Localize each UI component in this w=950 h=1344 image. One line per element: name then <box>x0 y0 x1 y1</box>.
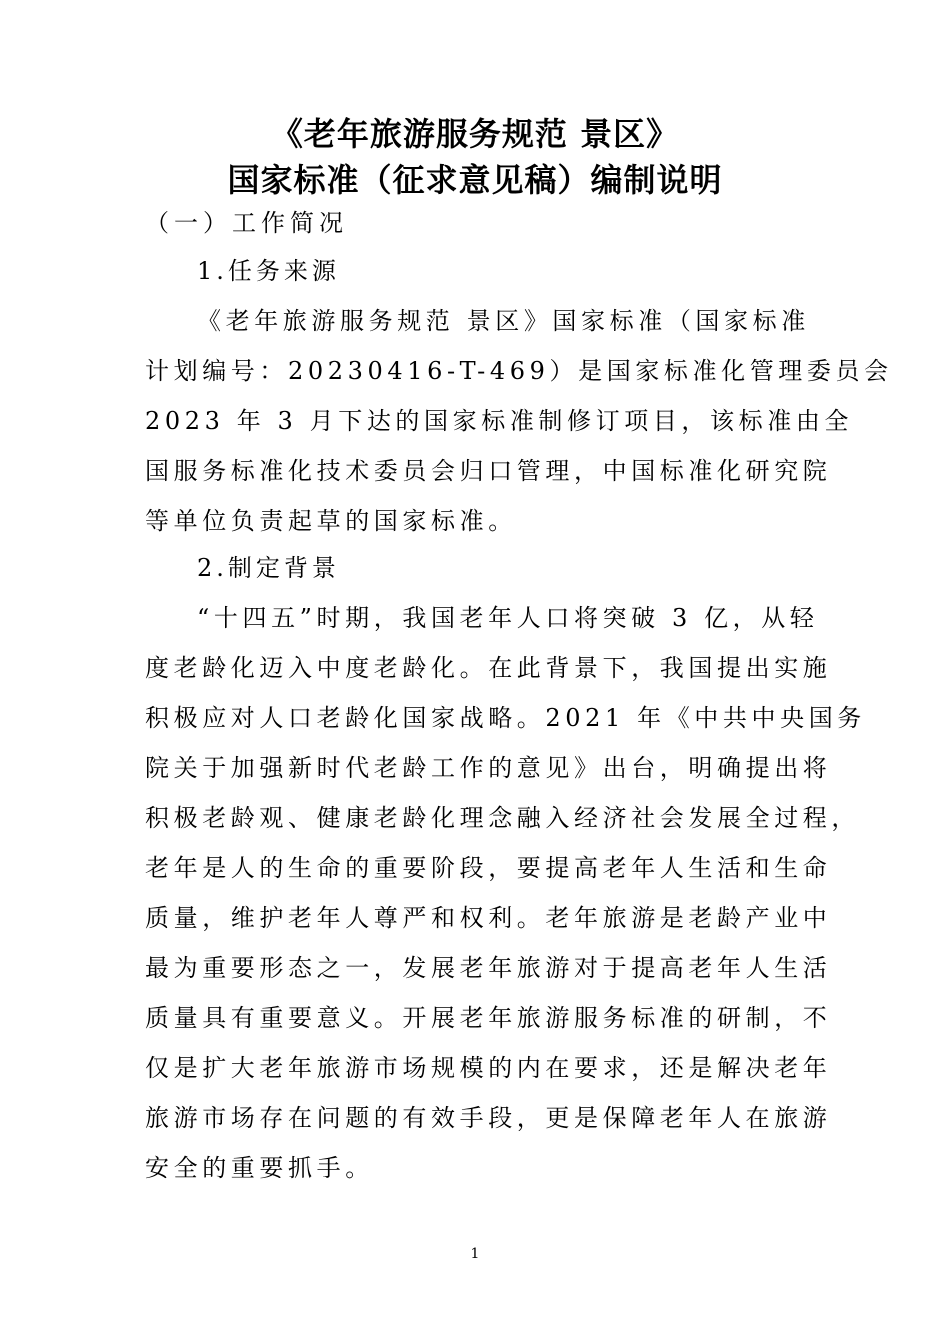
paragraph-line: 积极应对人口老龄化国家战略。2021 年《中共中央国务 <box>145 704 866 732</box>
paragraph-line: 质量具有重要意义。开展老年旅游服务标准的研制，不 <box>145 1004 832 1032</box>
page-number: 1 <box>470 1246 480 1262</box>
paragraph-line: 院关于加强新时代老龄工作的意见》出台，明确提出将 <box>145 754 832 782</box>
subsection-heading-background: 2.制定背景 <box>197 554 340 582</box>
paragraph-line: 安全的重要抓手。 <box>145 1154 374 1182</box>
paragraph-line: 仅是扩大老年旅游市场规模的内在要求，还是解决老年 <box>145 1054 832 1082</box>
section-heading-work-overview: （一）工作简况 <box>145 209 348 237</box>
paragraph-line: 2023 年 3 月下达的国家标准制修订项目，该标准由全 <box>145 407 854 435</box>
document-title-line2: 国家标准（征求意见稿）编制说明 <box>227 161 723 199</box>
paragraph-line: 《老年旅游服务规范 景区》国家标准（国家标准 <box>197 307 810 335</box>
paragraph-line: 老年是人的生命的重要阶段，要提高老年人生活和生命 <box>145 854 832 882</box>
paragraph-background <box>145 593 866 1193</box>
paragraph-line: “十四五”时期，我国老年人口将突破 3 亿，从轻 <box>197 604 819 632</box>
paragraph-line: 计划编号：20230416-T-469）是国家标准化管理委员会 <box>145 357 893 385</box>
paragraph-line: 旅游市场存在问题的有效手段，更是保障老年人在旅游 <box>145 1104 832 1132</box>
paragraph-line: 最为重要形态之一，发展老年旅游对于提高老年人生活 <box>145 954 832 982</box>
paragraph-line: 积极老龄观、健康老龄化理念融入经济社会发展全过程， <box>145 804 860 832</box>
paragraph-line: 等单位负责起草的国家标准。 <box>145 507 517 535</box>
paragraph-line: 度老龄化迈入中度老龄化。在此背景下，我国提出实施 <box>145 654 832 682</box>
paragraph-task-source <box>145 296 893 546</box>
document-title-line1: 《老年旅游服务规范 景区》 <box>270 115 680 153</box>
subsection-heading-task-source: 1.任务来源 <box>197 257 340 285</box>
paragraph-line: 国服务标准化技术委员会归口管理，中国标准化研究院 <box>145 457 832 485</box>
paragraph-line: 质量，维护老年人尊严和权利。老年旅游是老龄产业中 <box>145 904 832 932</box>
